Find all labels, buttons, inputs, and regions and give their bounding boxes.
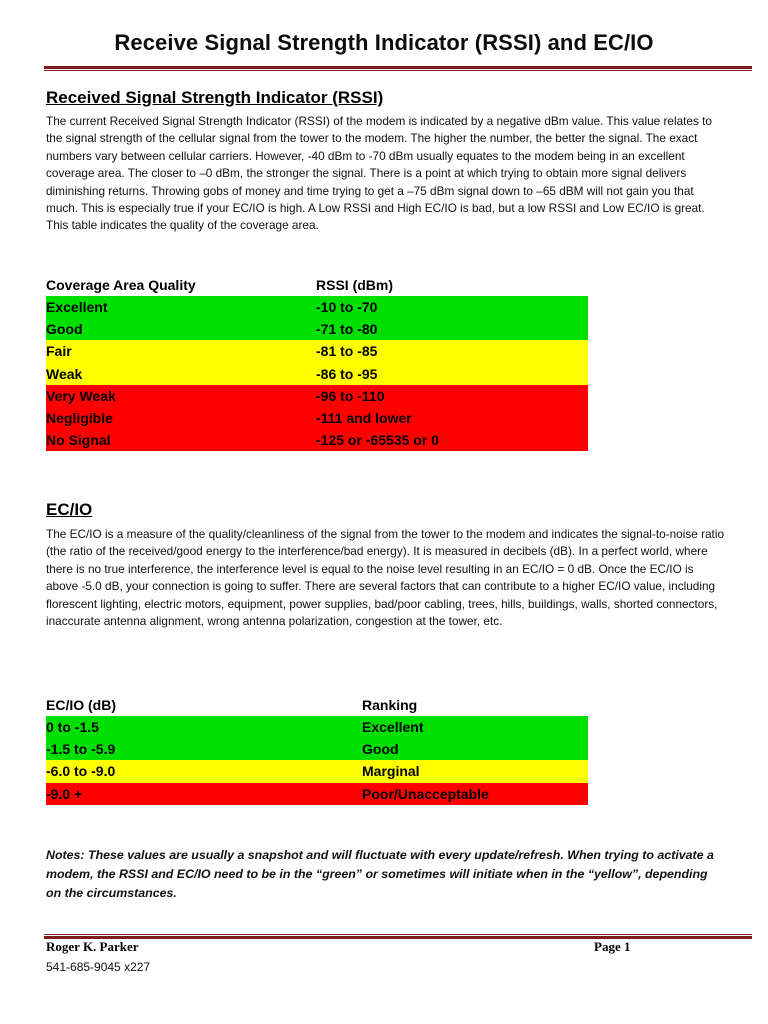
document-title: Receive Signal Strength Indicator (RSSI) and EC/IO xyxy=(114,30,654,55)
footer-author: Roger K. Parker xyxy=(46,939,139,954)
ecio-table-cell-value: -9.0 + xyxy=(46,785,83,802)
rssi-table-row xyxy=(46,296,588,318)
footer-page-number: Page 1 xyxy=(594,939,631,954)
header-rule xyxy=(44,66,752,71)
rssi-table-cell-quality: Excellent xyxy=(46,299,108,315)
ecio-table-cell-ranking: Marginal xyxy=(362,763,420,780)
ecio-table xyxy=(46,694,588,805)
notes-text: Notes: These values are usually a snapshot and will fluctuate with every update/refresh. When trying to activate a modem, the RSSI and EC/IO need to be in the “green” or sometimes will initiate when in the “yellow”, depending on the circumstances. xyxy=(46,848,714,900)
rssi-table-cell-value: -125 or -65535 or 0 xyxy=(316,432,439,449)
ecio-table-cell-value: -1.5 to -5.9 xyxy=(46,741,116,758)
footer-rule xyxy=(44,934,752,939)
rssi-header-quality: Coverage Area Quality xyxy=(46,277,196,293)
ecio-table-row xyxy=(46,783,588,805)
rssi-table-row xyxy=(46,385,588,407)
rssi-table-cell-value: -96 to -110 xyxy=(316,387,385,404)
ecio-heading: EC/IO xyxy=(46,500,93,519)
footer-phone: 541-685-9045 x227 xyxy=(46,960,151,974)
rssi-table-row xyxy=(46,318,588,340)
ecio-table-row xyxy=(46,738,588,760)
ecio-header-value: EC/IO (dB) xyxy=(46,697,116,713)
rssi-heading: Received Signal Strength Indicator (RSSI) xyxy=(46,88,384,107)
rssi-header-value: RSSI (dBm) xyxy=(316,277,393,293)
rssi-table-cell-value: -81 to -85 xyxy=(316,343,378,360)
rssi-table-cell-value: -71 to -80 xyxy=(316,321,378,338)
rssi-table-cell-value: -86 to -95 xyxy=(316,365,378,382)
ecio-table-row xyxy=(46,716,588,738)
ecio-table-cell-value: 0 to -1.5 xyxy=(46,719,99,735)
rssi-table-row xyxy=(46,363,588,385)
rssi-table-row xyxy=(46,407,588,429)
ecio-table-cell-value: -6.0 to -9.0 xyxy=(46,763,116,780)
rssi-table-cell-quality: Weak xyxy=(46,365,83,382)
rssi-table-row xyxy=(46,429,588,451)
rssi-table-header xyxy=(46,274,588,296)
rssi-table-cell-quality: No Signal xyxy=(46,432,111,449)
ecio-header-ranking: Ranking xyxy=(362,697,418,713)
rssi-table-cell-quality: Good xyxy=(46,321,83,338)
ecio-table-header xyxy=(46,694,588,716)
rssi-table-cell-quality: Fair xyxy=(46,343,72,360)
rssi-table-row xyxy=(46,340,588,362)
rssi-table-cell-value: -10 to -70 xyxy=(316,299,378,315)
rssi-table-cell-quality: Negligible xyxy=(46,409,113,426)
ecio-table-cell-ranking: Good xyxy=(362,741,399,758)
ecio-table-cell-ranking: Excellent xyxy=(362,719,424,735)
ecio-paragraph: The EC/IO is a measure of the quality/cleanliness of the signal from the tower to the modem and indicates the signal-to-noise ratio (the ratio of the received/good energy to the interference/bad energy). It is measured in decibels (dB). In a perfect world, where there is no true interference, the interference level is equal to the noise level resulting in an EC/IO = 0 dB. Once the EC/IO is above -5.0 dB, your connection is going to suffer. There are several factors that can contribute to a higher EC/IO value, including florescent lighting, electric motors, equipment, power supplies, bad/poor cabling, trees, hills, buildings, walls, shorted connectors, inaccurate antenna alignment, wrong antenna polarization, congestion at the tower, etc. xyxy=(46,527,725,629)
ecio-table-row xyxy=(46,760,588,782)
ecio-table-cell-ranking: Poor/Unacceptable xyxy=(362,785,489,802)
rssi-table-cell-value: -111 and lower xyxy=(316,409,412,426)
rssi-table xyxy=(46,274,588,451)
rssi-paragraph: The current Received Signal Strength Indicator (RSSI) of the modem is indicated by a negative dBm value. This value relates to the signal strength of the cellular signal from the tower to the modem. The higher the number, the better the signal. The exact numbers vary between cellular carriers. However, -40 dBm to -70 dBm usually equates to the modem being in an excellent coverage area. The closer to –0 dBm, the stronger the signal. There is a point at which trying to obtain more signal delivers diminishing returns. Throwing gobs of money and time trying to get a –75 dBm signal down to –65 dBM will not gain you that much. This is especially true if your EC/IO is high. A Low RSSI and High EC/IO is bad, but a low RSSI and Low EC/IO is great. This table indicates the quality of the coverage area. xyxy=(46,114,712,233)
rssi-table-cell-quality: Very Weak xyxy=(46,387,116,404)
